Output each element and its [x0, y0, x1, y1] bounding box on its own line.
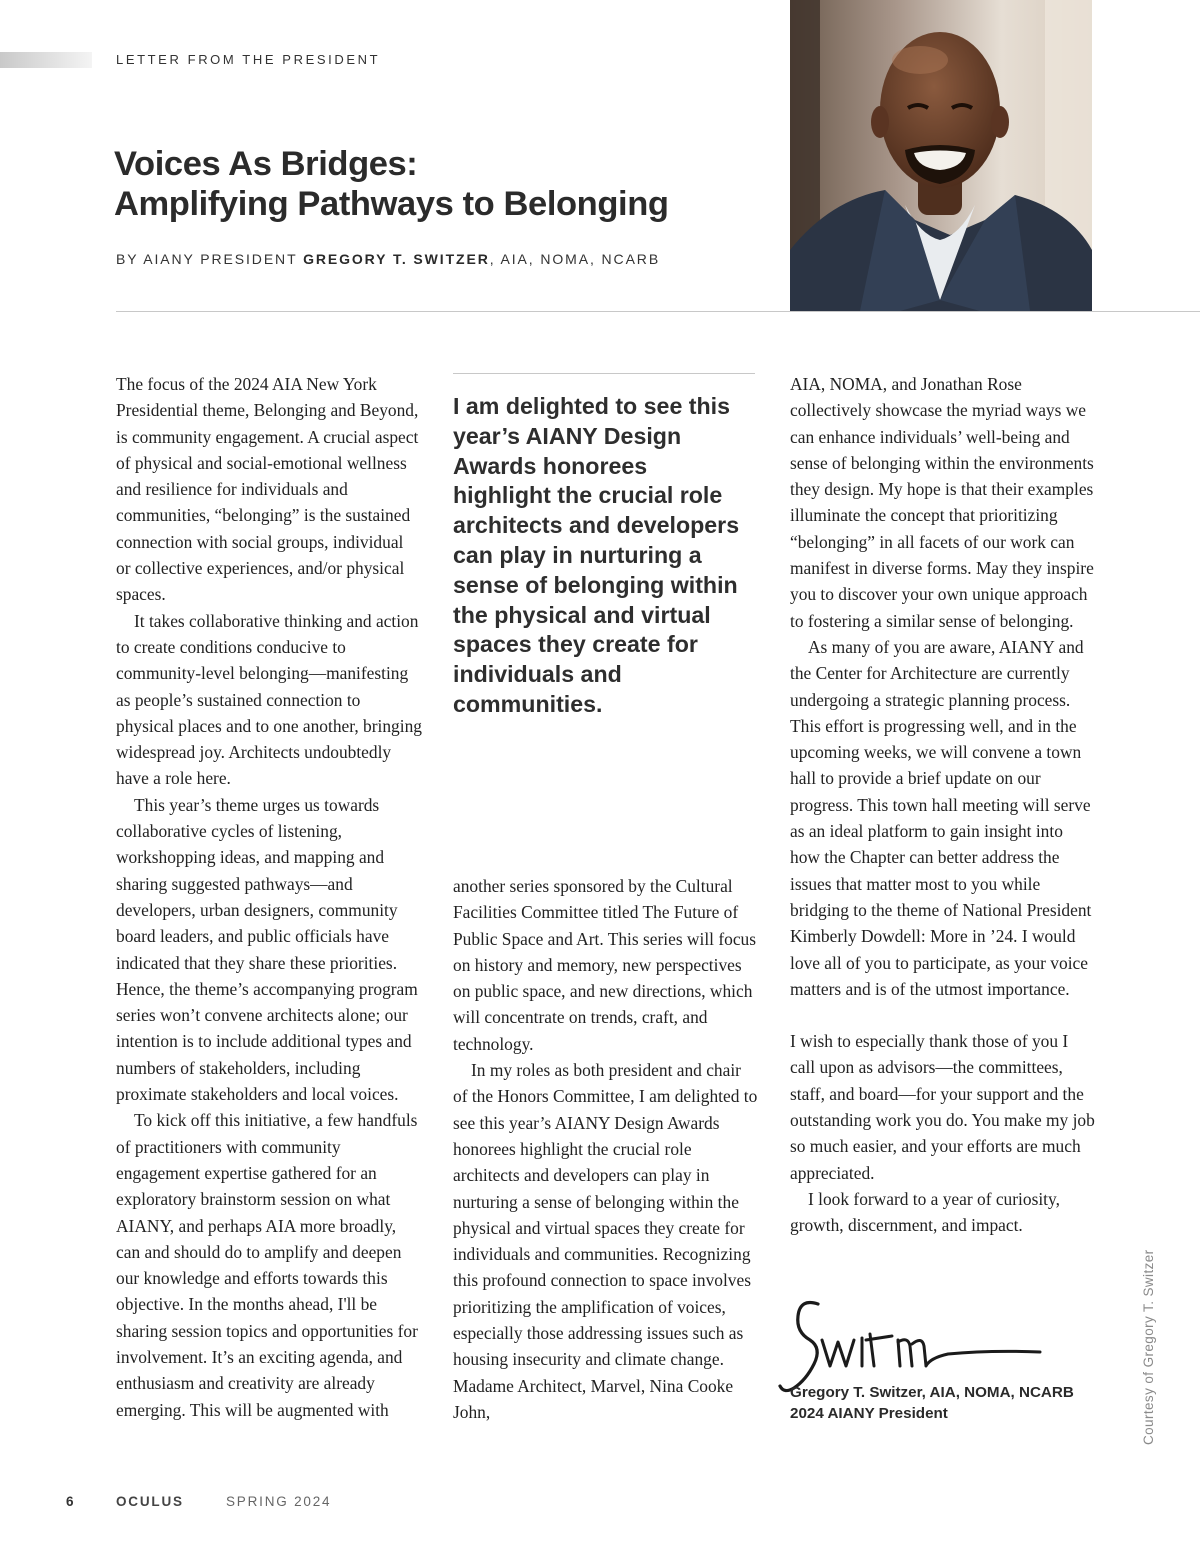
paragraph: The focus of the 2024 AIA New York Presidential theme, Belonging and Beyond, is community engagement. A crucial aspect of physical and social-emotional wellness and resilience for individuals and communities, “belonging” is the sustained connection with social groups, individual or collective experiences, and/or physical spaces. — [116, 374, 419, 605]
title-line-1: Voices As Bridges: — [114, 145, 418, 183]
paragraph: This year’s theme urges us towards collaborative cycles of listening, workshopping ideas, and mapping and sharing suggested pathways—and developers, urban designers, community board leaders, and public officials have indicated that they share these priorities. Hence, the theme’s accompanying program series won’t convene architects alone; our intention is to include additional types and numbers of stakeholders, including proximate stakeholders and local voices. — [116, 794, 418, 1105]
section-label: LETTER FROM THE PRESIDENT — [116, 52, 381, 67]
paragraph: As many of you are aware, AIANY and the Center for Architecture are currently undergoing a strategic planning process. This effort is progressing well, and in the upcoming weeks, we will convene a town hall to provide a brief update on our progress. This town hall meeting will serve as an ideal platform to gain insight into how the Chapter can better address the issues that matter most to you while bridging to the theme of National President Kimberly Dowdell: More in ’24. I would love all of you to participate, as your voice matters and is of the utmost importance. — [790, 636, 1092, 999]
signature-title: 2024 AIANY President — [790, 1405, 948, 1422]
magazine-name: OCULUS — [116, 1494, 184, 1509]
pull-quote: I am delighted to see this year’s AIANY Design Awards honorees highlight the crucial role architects and developers can play in nurturing a sense of belonging within the physical and virtual spaces they create for individuals and communities. — [453, 393, 740, 717]
signature-name: Gregory T. Switzer, AIA, NOMA, NCARB — [790, 1384, 1074, 1401]
header-divider — [116, 311, 1200, 312]
paragraph: In my roles as both president and chair of the Honors Committee, I am delighted to see this year’s AIANY Design Awards honorees highlight the crucial role architects and developers can play in nurturing a sense of belonging within the physical and virtual spaces they create for individuals and communities. Recognizing this profound connection to space involves prioritizing the amplification of voices, especially those addressing issues such as housing insecurity and climate change. Madame Architect, Marvel, Nina Cooke John, — [453, 1060, 758, 1422]
byline-prefix: BY AIANY PRESIDENT — [116, 251, 298, 267]
paragraph: another series sponsored by the Cultural Facilities Committee titled The Future of Public Space and Art. This series will focus on history and memory, new perspectives on public space, and new directions, which will concentrate on trends, craft, and technology. — [453, 876, 757, 1054]
edge-accent-bar — [0, 52, 92, 68]
byline — [116, 251, 660, 267]
paragraph: AIA, NOMA, and Jonathan Rose collectively showcase the myriad ways we can enhance individuals’ well-being and sense of belonging within the environments they design. My hope is that their examples illuminate the concept that prioritizing “belonging” in all facets of our work can manifest in diverse forms. May they inspire you to discover your own unique approach to fostering a similar sense of belonging. — [790, 374, 1094, 631]
portrait-illustration — [790, 0, 1092, 311]
body-column-3 — [790, 371, 1096, 1239]
body-column-1 — [116, 371, 422, 1423]
photo-credit: Courtesy of Gregory T. Switzer — [1141, 1249, 1156, 1445]
body-column-2 — [453, 873, 759, 1425]
byline-suffix: , AIA, NOMA, NCARB — [489, 251, 661, 267]
signature-block — [790, 1382, 1074, 1424]
pull-quote-divider — [453, 373, 755, 374]
title-line-2: Amplifying Pathways to Belonging — [114, 185, 669, 223]
page-number: 6 — [66, 1494, 74, 1509]
paragraph: I look forward to a year of curiosity, growth, discernment, and impact. — [790, 1188, 1060, 1236]
article-title — [114, 144, 669, 224]
paragraph: I wish to especially thank those of you I call upon as advisors—the committees, staff, and board—for your support and the outstanding work you do. You make my job so much easier, and your efforts are much appreciated. — [790, 1031, 1095, 1183]
author-portrait — [790, 0, 1092, 311]
byline-name: GREGORY T. SWITZER — [303, 251, 490, 267]
paragraph: It takes collaborative thinking and action to create conditions conducive to community-level belonging—manifesting as people’s sustained connection to physical places and to one another, bringing widespread joy. Architects undoubtedly have a role here. — [116, 610, 422, 789]
paragraph: To kick off this initiative, a few handfuls of practitioners with community engagement expertise gathered for an exploratory brainstorm session on what AIANY, and perhaps AIA more broadly, can and should do to amplify and deepen our knowledge and efforts towards this objective. In the months ahead, I'll be sharing session topics and opportunities for involvement. It’s an exciting agenda, and enthusiasm and creativity are already emerging. This will be augmented with — [116, 1110, 418, 1420]
issue-label: SPRING 2024 — [226, 1494, 332, 1509]
